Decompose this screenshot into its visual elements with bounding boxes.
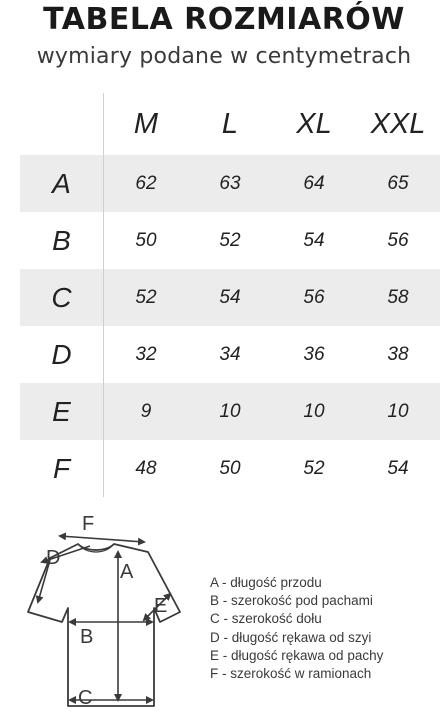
table-cell: 54: [303, 229, 325, 251]
table-row: [20, 440, 440, 497]
table-cell: 56: [303, 286, 325, 308]
table-cell: 54: [387, 457, 409, 479]
row-label: B: [20, 212, 104, 269]
table-header-row: [20, 93, 440, 155]
legend-item-b: B - szerokość pod pachami: [210, 593, 373, 609]
table-cell: 50: [135, 229, 157, 251]
table-cell: 65: [387, 172, 409, 194]
column-header-xxl: XXL: [370, 107, 426, 140]
table-row: [20, 383, 440, 440]
size-table: [20, 93, 440, 497]
table-cell: 54: [219, 286, 241, 308]
header-corner: [20, 93, 104, 155]
table-row: [20, 155, 440, 212]
table-cell: 10: [219, 400, 241, 422]
table-cell: 52: [219, 229, 241, 251]
diagram-label-a: A: [120, 561, 134, 583]
table-row: [20, 269, 440, 326]
diagram-label-d: D: [46, 547, 61, 569]
table-cell: 58: [387, 286, 409, 308]
row-label: A: [20, 155, 104, 212]
table-cell: 52: [135, 286, 157, 308]
page-subtitle: wymiary podane w centymetrach: [36, 44, 412, 69]
table-row: [20, 326, 440, 383]
row-label: F: [20, 440, 104, 497]
table-cell: 63: [219, 172, 241, 194]
diagram-label-b: B: [80, 626, 94, 648]
table-cell: 10: [387, 400, 409, 422]
row-label: D: [20, 326, 104, 383]
table-cell: 36: [303, 343, 325, 365]
page-title: TABELA ROZMIARÓW: [43, 2, 405, 37]
tshirt-diagram: [20, 508, 200, 713]
legend-item-f: F - szerokość w ramionach: [210, 666, 372, 682]
row-label: C: [20, 269, 104, 326]
measurement-legend: [210, 574, 383, 683]
table-row: [20, 212, 440, 269]
legend-item-a: A - długość przodu: [210, 575, 322, 590]
column-header-xl: XL: [296, 107, 332, 140]
table-cell: 50: [219, 457, 241, 479]
legend-item-d: D - długość rękawa od szyi: [210, 629, 372, 645]
legend-item-c: C - szerokość dołu: [210, 611, 322, 627]
column-header-m: M: [133, 107, 159, 140]
table-cell: 56: [387, 229, 409, 251]
table-cell: 10: [303, 400, 325, 422]
table-cell: 62: [135, 172, 157, 194]
table-cell: 32: [135, 343, 157, 365]
diagram-label-c: C: [78, 687, 93, 709]
table-cell: 48: [135, 457, 157, 479]
table-cell: 64: [303, 172, 325, 194]
legend-item-e: E - długość rękawa od pachy: [210, 647, 384, 663]
measure-f-line: [60, 536, 144, 542]
column-header-l: L: [221, 107, 239, 140]
row-label: E: [20, 383, 104, 440]
table-cell: 34: [219, 343, 241, 365]
table-cell: 9: [140, 400, 152, 422]
diagram-label-e: E: [154, 595, 168, 617]
table-cell: 38: [387, 343, 409, 365]
diagram-label-f: F: [82, 513, 95, 535]
table-cell: 52: [303, 457, 325, 479]
